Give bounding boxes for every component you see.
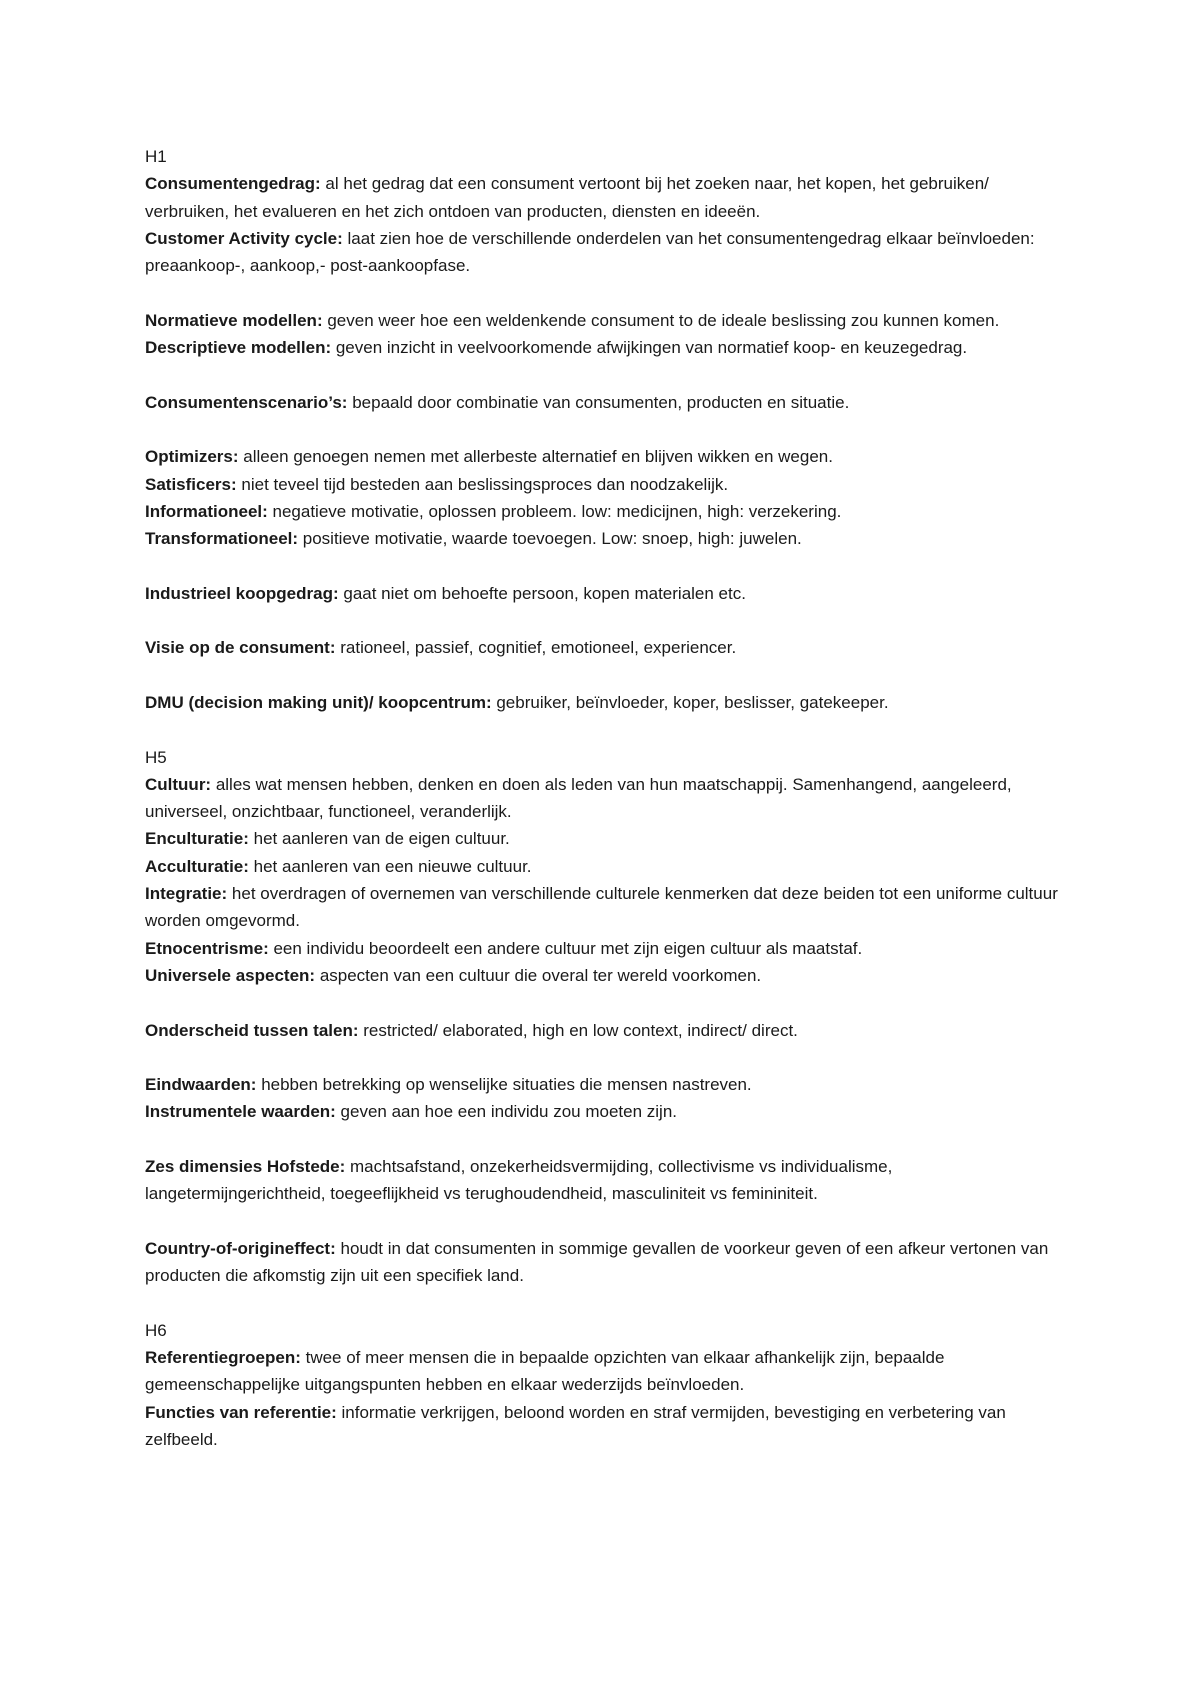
definition-text: geven inzicht in veelvoorkomende afwijkingen van normatief koop- en keuzegedrag. (331, 338, 968, 358)
definition-text: niet teveel tijd besteden aan beslissingsproces dan noodzakelijk. (236, 474, 729, 494)
definition-text: gebruiker, beïnvloeder, koper, beslisser, gatekeeper. (491, 692, 889, 712)
definition-entry (145, 935, 1075, 962)
definition-entry (145, 825, 1075, 852)
definition-entry (145, 389, 1075, 416)
definition-text: alleen genoegen nemen met allerbeste alternatief en blijven wikken en wegen. (238, 447, 833, 467)
paragraph-spacer (145, 1126, 1075, 1153)
definition-text: geven weer hoe een weldenkende consument to de ideale beslissing zou kunnen komen. (322, 310, 1000, 330)
definition-text: het overdragen of overnemen van verschillende culturele kenmerken dat deze beiden tot een uniforme cultuur worden omgevormd. (145, 884, 1058, 931)
definition-term: Enculturatie: (145, 829, 249, 849)
definition-text: houdt in dat consumenten in sommige gevallen de voorkeur geven of een afkeur vertonen van producten die afkomstig zijn uit een specifiek land. (145, 1238, 1049, 1286)
paragraph-spacer (145, 662, 1075, 689)
definition-entry (145, 1153, 1075, 1208)
definition-entry (145, 1098, 1075, 1125)
definition-entry (145, 580, 1075, 607)
definition-entry (145, 634, 1075, 661)
definition-entry (145, 1399, 1075, 1454)
definition-text: alles wat mensen hebben, denken en doen als leden van hun maatschappij. Samenhangend, aangeleerd, universeel, onzichtbaar, functioneel, veranderlijk. (145, 774, 1012, 822)
definition-entry (145, 334, 1075, 361)
definition-term: Consumentengedrag: (145, 174, 321, 194)
definition-text: machtsafstand, onzekerheidsvermijding, collectivisme vs individualisme, langetermijngerichtheid, toegeeflijkheid vs terughoudendheid, masculiniteit vs femininiteit. (145, 1156, 893, 1204)
definition-term: Industrieel koopgedrag: (145, 583, 339, 603)
definition-entry (145, 1344, 1075, 1399)
definition-term: Functies van referentie: (145, 1402, 337, 1422)
definition-entry (145, 689, 1075, 716)
definition-text: hebben betrekking op wenselijke situaties die mensen nastreven. (256, 1075, 752, 1095)
definition-term: Referentiegroepen: (145, 1348, 301, 1368)
definition-text: rationeel, passief, cognitief, emotioneel, experiencer. (335, 638, 737, 658)
section-heading: H1 (145, 147, 167, 166)
paragraph-spacer (145, 989, 1075, 1016)
definition-text: twee of meer mensen die in bepaalde opzichten van elkaar afhankelijk zijn, bepaalde gemeenschappelijke uitgangspunten hebben en elkaar wederzijds beïnvloeden. (145, 1348, 945, 1395)
paragraph-spacer (145, 416, 1075, 443)
definition-text: het aanleren van een nieuwe cultuur. (248, 856, 532, 876)
definition-text: bepaald door combinatie van consumenten, producten en situatie. (347, 392, 850, 412)
paragraph-spacer (145, 1208, 1075, 1235)
definition-term: Etnocentrisme: (145, 938, 269, 958)
definition-text: laat zien hoe de verschillende onderdelen van het consumentengedrag elkaar beïnvloeden: preaankoop-, aankoop,- post-aankoopfase. (145, 228, 1035, 276)
definition-text: het aanleren van de eigen cultuur. (248, 829, 510, 849)
definition-entry (145, 962, 1075, 989)
definition-term: Optimizers: (145, 447, 239, 467)
paragraph-spacer (145, 552, 1075, 579)
paragraph-spacer (145, 361, 1075, 388)
definition-text: informatie verkrijgen, beloond worden en straf vermijden, bevestiging en verbetering van zelfbeeld. (145, 1402, 1006, 1449)
definition-entry (145, 498, 1075, 525)
section-spacer (145, 1289, 1075, 1316)
definition-text: gaat niet om behoefte persoon, kopen materialen etc. (338, 583, 746, 603)
definition-term: Normatieve modellen: (145, 310, 323, 330)
paragraph-spacer (145, 1044, 1075, 1071)
definition-term: Informationeel: (145, 501, 268, 521)
definition-term: Instrumentele waarden: (145, 1102, 336, 1122)
definition-term: Descriptieve modellen: (145, 338, 332, 358)
definition-term: Visie op de consument: (145, 638, 336, 658)
definition-term: Cultuur: (145, 774, 212, 794)
definition-entry (145, 1235, 1075, 1290)
paragraph-spacer (145, 279, 1075, 306)
definition-entry (145, 225, 1075, 280)
definition-term: Customer Activity cycle: (145, 228, 343, 248)
definition-entry (145, 880, 1075, 935)
definition-term: Universele aspecten: (145, 965, 316, 985)
definition-term: Acculturatie: (145, 856, 249, 876)
definition-text: geven aan hoe een individu zou moeten zijn. (335, 1102, 678, 1122)
definition-term: Zes dimensies Hofstede: (145, 1156, 346, 1176)
definition-entry (145, 1071, 1075, 1098)
definition-term: Eindwaarden: (145, 1075, 257, 1095)
section-spacer (145, 716, 1075, 743)
definition-text: aspecten van een cultuur die overal ter wereld voorkomen. (315, 965, 762, 985)
definition-term: DMU (decision making unit)/ koopcentrum: (145, 692, 492, 712)
definition-term: Transformationeel: (145, 529, 299, 549)
definition-entry (145, 307, 1075, 334)
definition-text: al het gedrag dat een consument vertoont bij het zoeken naar, het kopen, het gebruiken/ verbruiken, het evalueren en het zich ontdoen van producten, diensten en ideeën. (145, 174, 989, 221)
definition-text: positieve motivatie, waarde toevoegen. Low: snoep, high: juwelen. (298, 529, 802, 549)
definition-term: Consumentenscenario’s: (145, 392, 348, 412)
document-page (145, 143, 1075, 1453)
definition-entry (145, 443, 1075, 470)
definition-term: Satisficers: (145, 474, 237, 494)
definition-term: Integratie: (145, 884, 228, 904)
definition-entry (145, 471, 1075, 498)
definition-entry (145, 525, 1075, 552)
definition-entry (145, 170, 1075, 225)
definition-entry (145, 853, 1075, 880)
section-heading: H6 (145, 1320, 167, 1340)
definition-term: Country-of-origineffect: (145, 1238, 336, 1258)
paragraph-spacer (145, 607, 1075, 634)
definition-text: een individu beoordeelt een andere cultuur met zijn eigen cultuur als maatstaf. (268, 938, 863, 958)
definition-text: negatieve motivatie, oplossen probleem. low: medicijnen, high: verzekering. (267, 501, 842, 521)
section-heading: H5 (145, 747, 167, 767)
definition-entry (145, 1017, 1075, 1044)
definition-entry (145, 771, 1075, 826)
definition-text: restricted/ elaborated, high en low context, indirect/ direct. (358, 1020, 798, 1040)
definition-term: Onderscheid tussen talen: (145, 1020, 359, 1040)
